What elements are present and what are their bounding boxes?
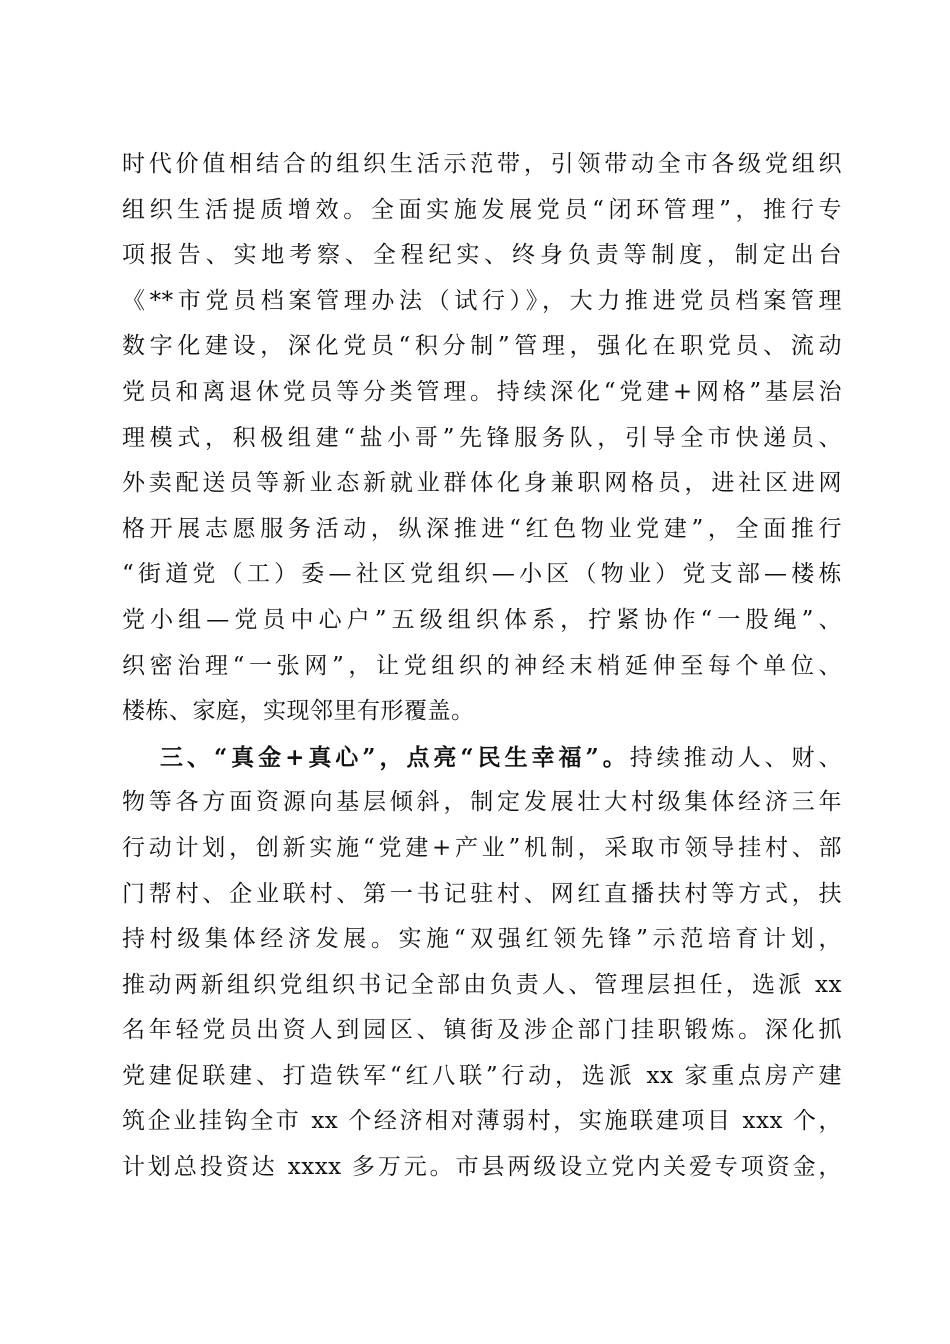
section-heading: 三、“真金+真心”，点亮“民生幸福”。: [160, 743, 630, 771]
text-line: 门帮村、企业联村、第一书记驻村、网红直播扶村等方式，扶: [122, 880, 842, 907]
text-line: 理模式，积极组建“盐小哥”先锋服务队，引导全市快递员、: [122, 424, 842, 451]
text-line: “街道党（工）委—社区党组织—小区（物业）党支部—楼栋: [122, 561, 842, 588]
heading-line-text: 持续推动人、财、: [629, 744, 842, 771]
section-heading-line: [122, 735, 842, 781]
text-line: 物等各方面资源向基层倾斜，制定发展壮大村级集体经济三年: [122, 789, 842, 816]
text-line: 外卖配送员等新业态新就业群体化身兼职网格员，进社区进网: [122, 470, 842, 497]
paragraph-2: [122, 735, 842, 1191]
paragraph-1: [122, 142, 842, 735]
text-line: 党员和离退休党员等分类管理。持续深化“党建+网格”基层治: [122, 378, 842, 405]
text-line: 项报告、实地考察、全程纪实、终身负责等制度，制定出台: [122, 242, 842, 269]
text-line: 名年轻党员出资人到园区、镇街及涉企部门挂职锻炼。深化抓: [122, 1017, 842, 1044]
text-line: 组织生活提质增效。全面实施发展党员“闭环管理”，推行专: [122, 196, 842, 223]
text-line: 持村级集体经济发展。实施“双强红领先锋”示范培育计划，: [122, 926, 842, 953]
text-line: 织密治理“一张网”，让党组织的神经末梢延伸至每个单位、: [122, 652, 842, 679]
document-body: [122, 142, 842, 1191]
text-line: 时代价值相结合的组织生活示范带，引领带动全市各级党组织: [122, 151, 842, 177]
text-line: 计划总投资达 xxxx 多万元。市县两级设立党内关爱专项资金，: [122, 1154, 842, 1181]
text-line: 数字化建设，深化党员“积分制”管理，强化在职党员、流动: [122, 333, 842, 360]
text-line: 行动计划，创新实施“党建+产业”机制，采取市领导挂村、部: [122, 834, 842, 861]
text-line: 党建促联建、打造铁军“红八联”行动，选派 xx 家重点房产建: [122, 1062, 842, 1089]
text-line: 《**市党员档案管理办法（试行）》，大力推进党员档案管理: [122, 287, 842, 314]
text-line: 推动两新组织党组织书记全部由负责人、管理层担任，选派 xx: [122, 971, 842, 998]
text-line: 党小组—党员中心户”五级组织体系，拧紧协作“一股绳”、: [122, 606, 842, 633]
text-line: 筑企业挂钩全市 xx 个经济相对薄弱村，实施联建项目 xxx 个，: [122, 1108, 842, 1135]
text-line: 楼栋、家庭，实现邻里有形覆盖。: [122, 698, 475, 725]
text-line: 格开展志愿服务活动，纵深推进“红色物业党建”，全面推行: [122, 515, 842, 542]
